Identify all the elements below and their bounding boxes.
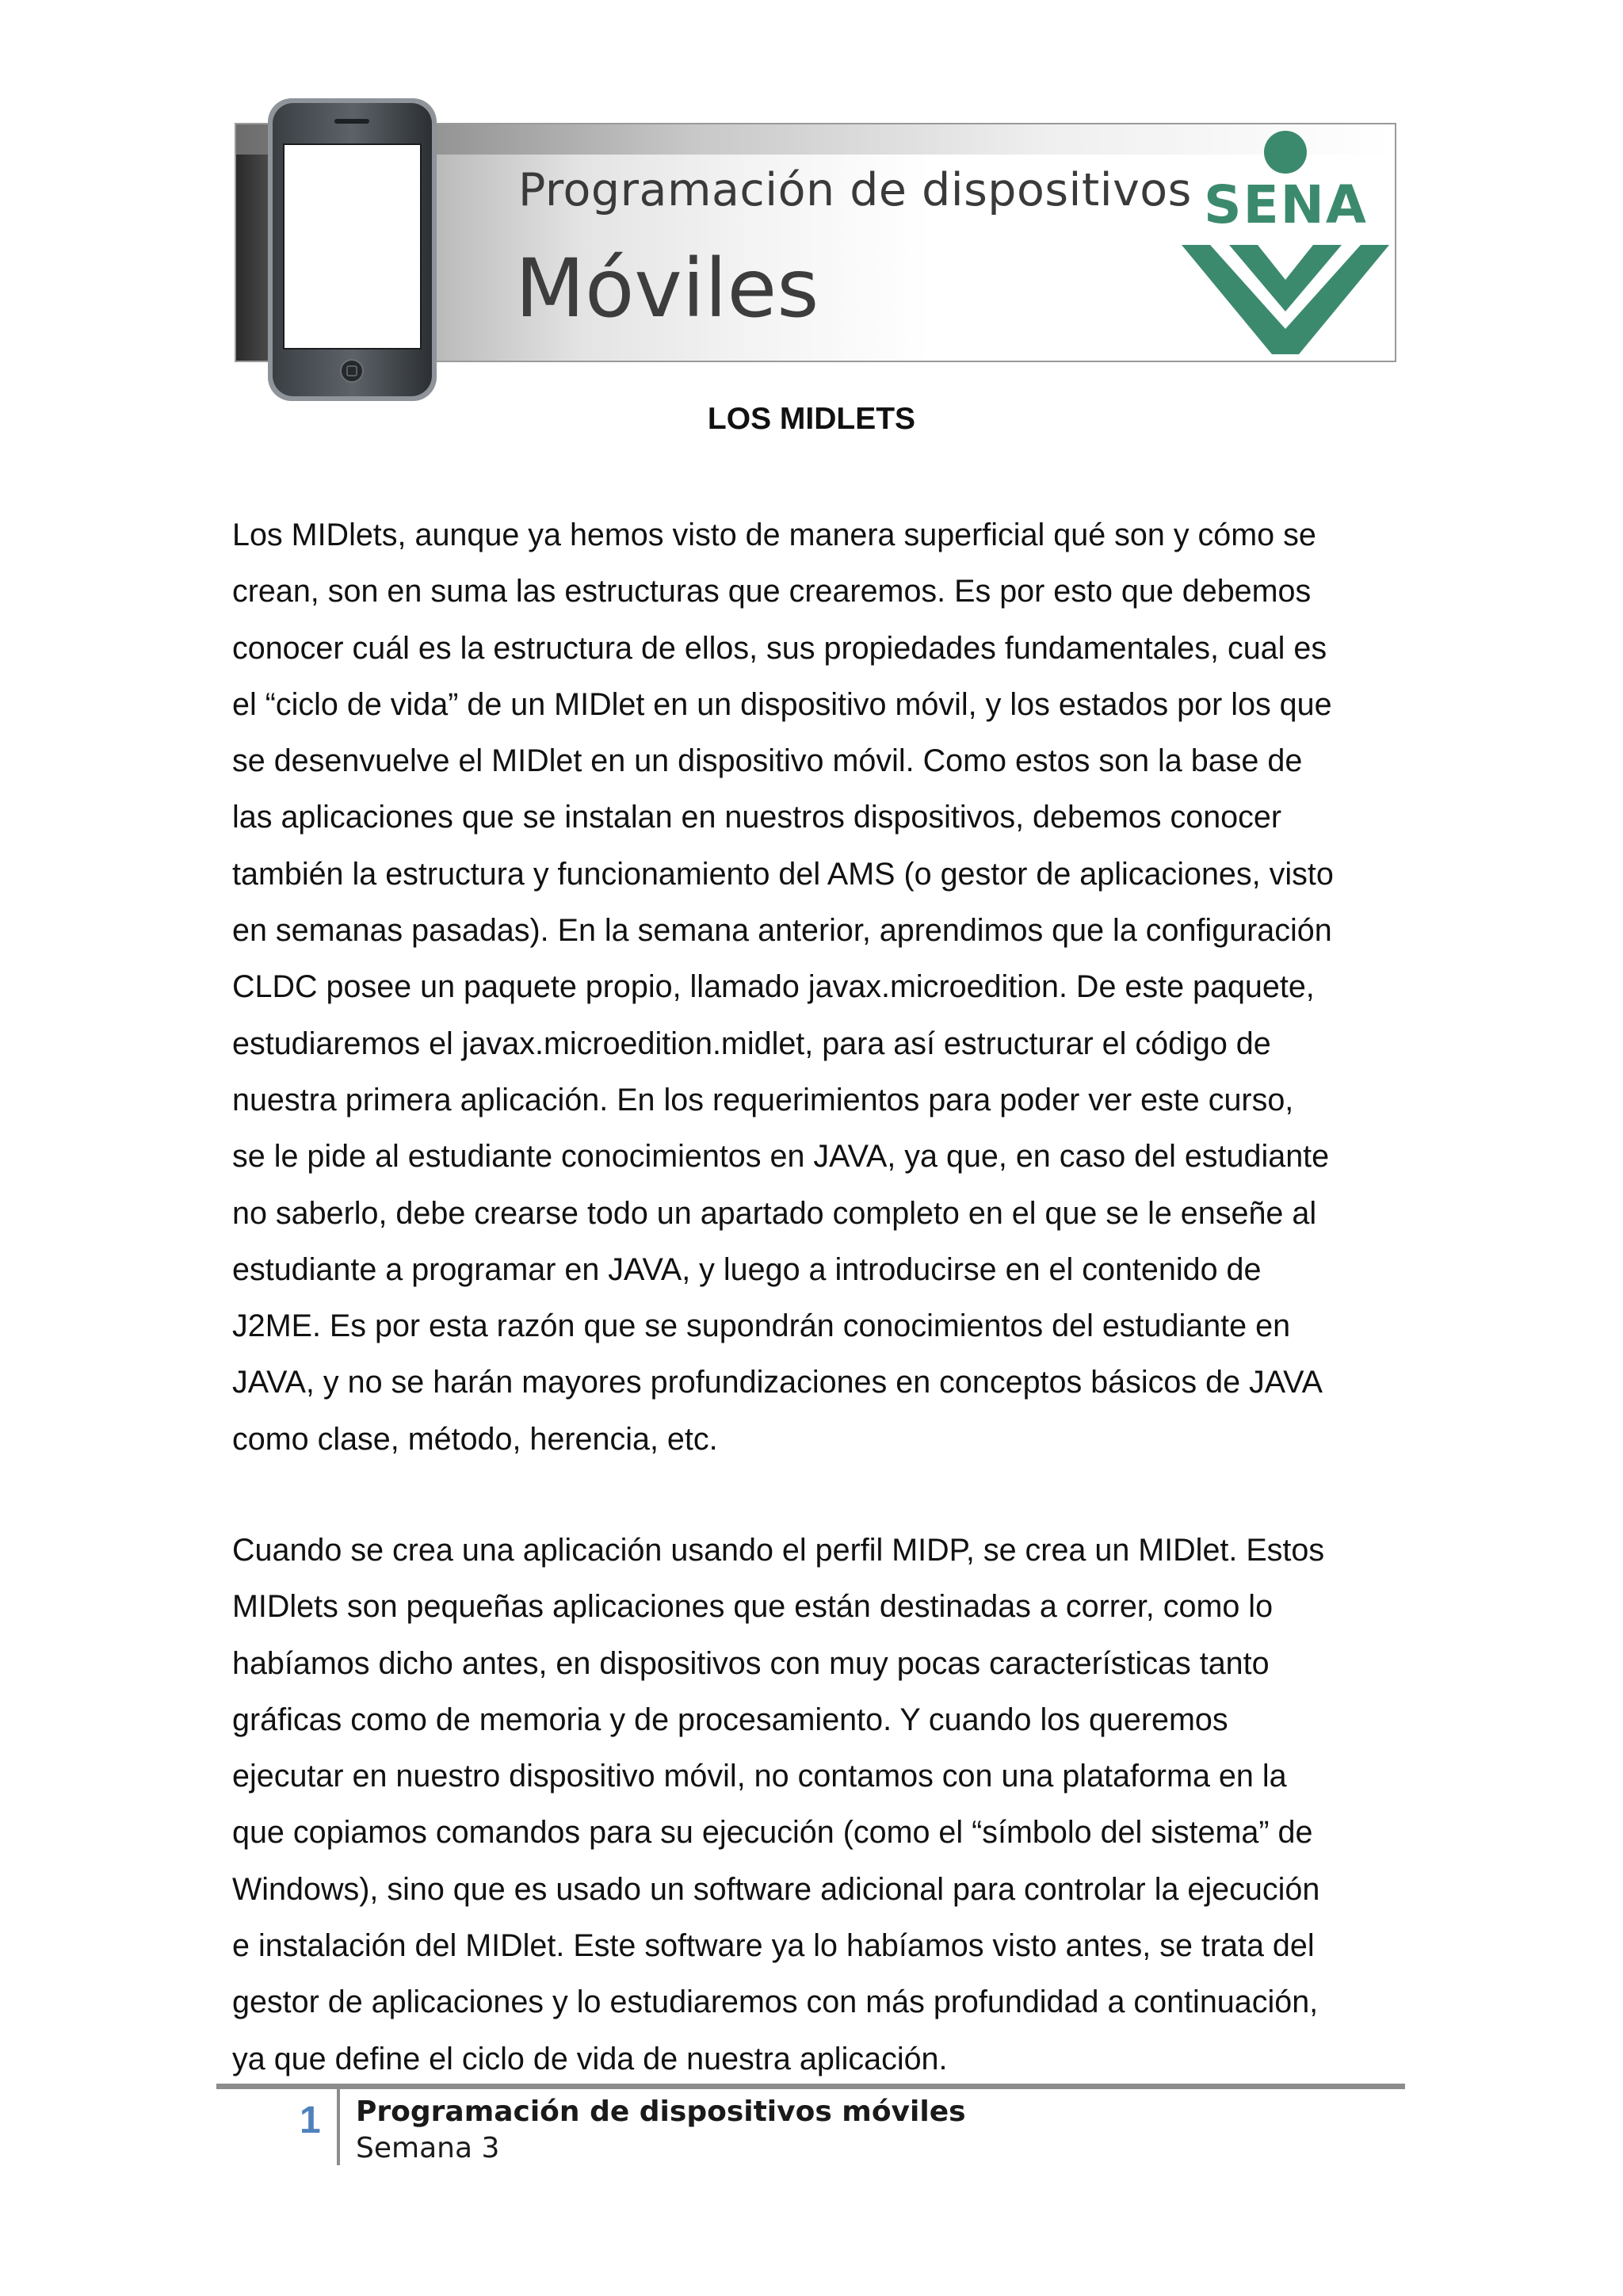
- document-title: LOS MIDLETS: [707, 402, 916, 436]
- paragraph-2: [232, 1522, 1324, 2088]
- banner-title-line-2: Móviles: [515, 242, 819, 336]
- footer-rule: [216, 2084, 1405, 2089]
- text-line: estudiante a programar en JAVA, y luego a introducirse en el contenido de: [232, 1251, 1262, 1287]
- text-line: como clase, método, herencia, etc.: [232, 1421, 718, 1457]
- text-line: no saberlo, debe crearse todo un apartado completo en el que se le enseñe al: [232, 1195, 1317, 1231]
- text-line: el “ciclo de vida” de un MIDlet en un dispositivo móvil, y los estados por los que: [232, 686, 1332, 722]
- text-line: las aplicaciones que se instalan en nuestros dispositivos, debemos conocer: [232, 800, 1282, 835]
- sena-logo-text: SENA: [1204, 174, 1368, 235]
- text-line: habíamos dicho antes, en dispositivos con muy pocas características tanto: [232, 1645, 1270, 1681]
- text-line: estudiaremos el javax.microedition.midlet, para así estructurar el código de: [232, 1026, 1271, 1061]
- text-line: se le pide al estudiante conocimientos en JAVA, ya que, en caso del estudiante: [232, 1139, 1330, 1175]
- text-line: J2ME. Es por esta razón que se supondrán conocimientos del estudiante en: [232, 1308, 1291, 1344]
- sena-logo-icon: [1174, 124, 1396, 362]
- text-line: en semanas pasadas). En la semana anterior, aprendimos que la configuración: [232, 913, 1332, 949]
- text-line: nuestra primera aplicación. En los requerimientos para poder ver este curso,: [232, 1082, 1294, 1117]
- text-line: ejecutar en nuestro dispositivo móvil, no contamos con una plataforma en la: [232, 1759, 1287, 1794]
- text-line: gráficas como de memoria y de procesamiento. Y cuando los queremos: [232, 1702, 1228, 1737]
- text-line: ya que define el ciclo de vida de nuestra aplicación.: [232, 2041, 948, 2076]
- text-line: también la estructura y funcionamiento del AMS (o gestor de aplicaciones, visto: [232, 856, 1334, 892]
- paragraph-1: [232, 507, 1334, 1468]
- text-line: gestor de aplicaciones y lo estudiaremos con más profundidad a continuación,: [232, 1985, 1319, 2020]
- text-line: crean, son en suma las estructuras que crearemos. Es por esto que debemos: [232, 574, 1312, 609]
- footer-subtitle: Semana 3: [356, 2132, 500, 2164]
- sena-logo: [1174, 124, 1396, 362]
- footer-title: Programación de dispositivos móviles: [356, 2095, 966, 2128]
- phone-illustration-icon: [266, 97, 438, 403]
- text-line: JAVA, y no se harán mayores profundizaciones en conceptos básicos de JAVA: [232, 1365, 1323, 1400]
- text-line: se desenvuelve el MIDlet en un dispositivo móvil. Como estos son la base de: [232, 743, 1303, 779]
- text-line: e instalación del MIDlet. Este software ya lo habíamos visto antes, se trata del: [232, 1928, 1315, 1964]
- text-line: Windows), sino que es usado un software adicional para controlar la ejecución: [232, 1871, 1320, 1907]
- text-line: que copiamos comandos para su ejecución (como el “símbolo del sistema” de: [232, 1815, 1313, 1851]
- page-number: 1: [300, 2099, 321, 2141]
- text-line: MIDlets son pequeñas aplicaciones que están destinadas a correr, como lo: [232, 1589, 1274, 1625]
- text-line: Los MIDlets, aunque ya hemos visto de manera superficial qué son y cómo se: [232, 518, 1316, 552]
- footer-divider: [337, 2089, 340, 2165]
- banner-title-line-1: Programación de dispositivos: [518, 164, 1192, 216]
- text-line: CLDC posee un paquete propio, llamado javax.microedition. De este paquete,: [232, 969, 1315, 1005]
- text-line: Cuando se crea una aplicación usando el perfil MIDP, se crea un MIDlet. Estos: [232, 1533, 1325, 1568]
- text-line: conocer cuál es la estructura de ellos, sus propiedades fundamentales, cual es: [232, 630, 1327, 666]
